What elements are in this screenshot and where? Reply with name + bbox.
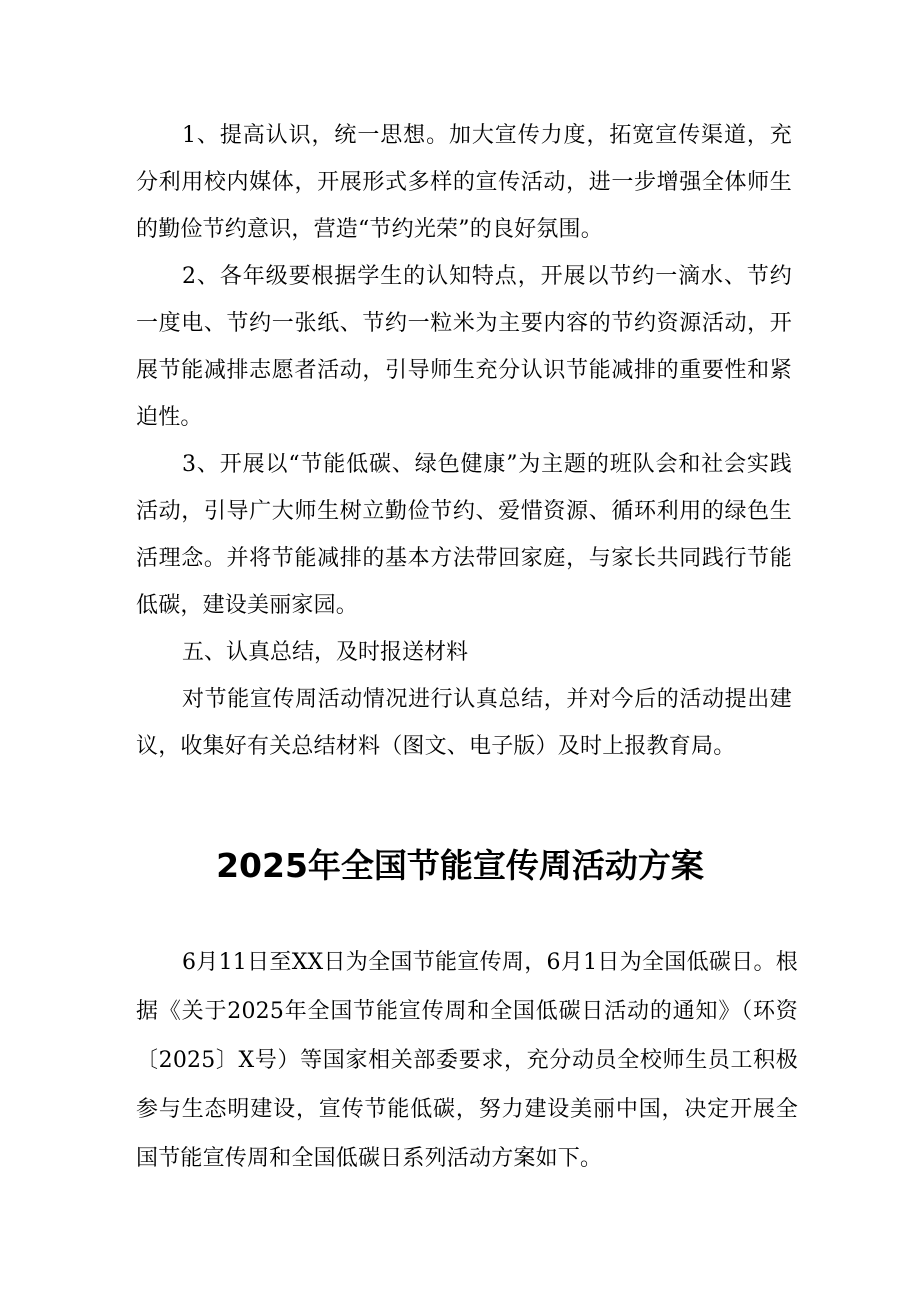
paragraph-item-1: 1、提高认识，统一思想。加大宣传力度，拓宽宣传渠道，充分利用校内媒体，开展形式多样的宣传活动，进一步增强全体师生的勤俭节约意识，营造“节约光荣”的良好氛围。 [136,123,792,242]
intro-paragraph: 6月11日至XX日为全国节能宣传周，6月1日为全国低碳日。根据《关于2025年全国节能宣传周和全国低碳日活动的通知》（环资〔2025〕X号）等国家相关部委要求，充分动员全校师生员工积极参与生态明建设，宣传节能低碳，努力建设美丽中国，决定开展全国节能宣传周和全国低碳日系列活动方案如下。 [136,950,798,1171]
paragraph-summary: 对节能宣传周活动情况进行认真总结，并对今后的活动提出建议，收集好有关总结材料（图文、电子版）及时上报教育局。 [136,687,792,759]
new-plan-section [136,938,798,1183]
previous-plan-section [136,112,792,770]
paragraph-item-2: 2、各年级要根据学生的认知特点，开展以节约一滴水、节约一度电、节约一张纸、节约一粒米为主要内容的节约资源活动，开展节能减排志愿者活动，引导师生充分认识节能减排的重要性和紧迫性。 [136,264,792,430]
document-title: 2025年全国节能宣传周活动方案 [216,846,704,885]
paragraph-item-3: 3、开展以“节能低碳、绿色健康”为主题的班队会和社会实践活动，引导广大师生树立勤俭节约、爱惜资源、循环利用的绿色生活理念。并将节能减排的基本方法带回家庭，与家长共同践行节能低碳，建设美丽家园。 [136,452,792,618]
section-heading-summary: 五、认真总结，及时报送材料 [182,640,469,665]
